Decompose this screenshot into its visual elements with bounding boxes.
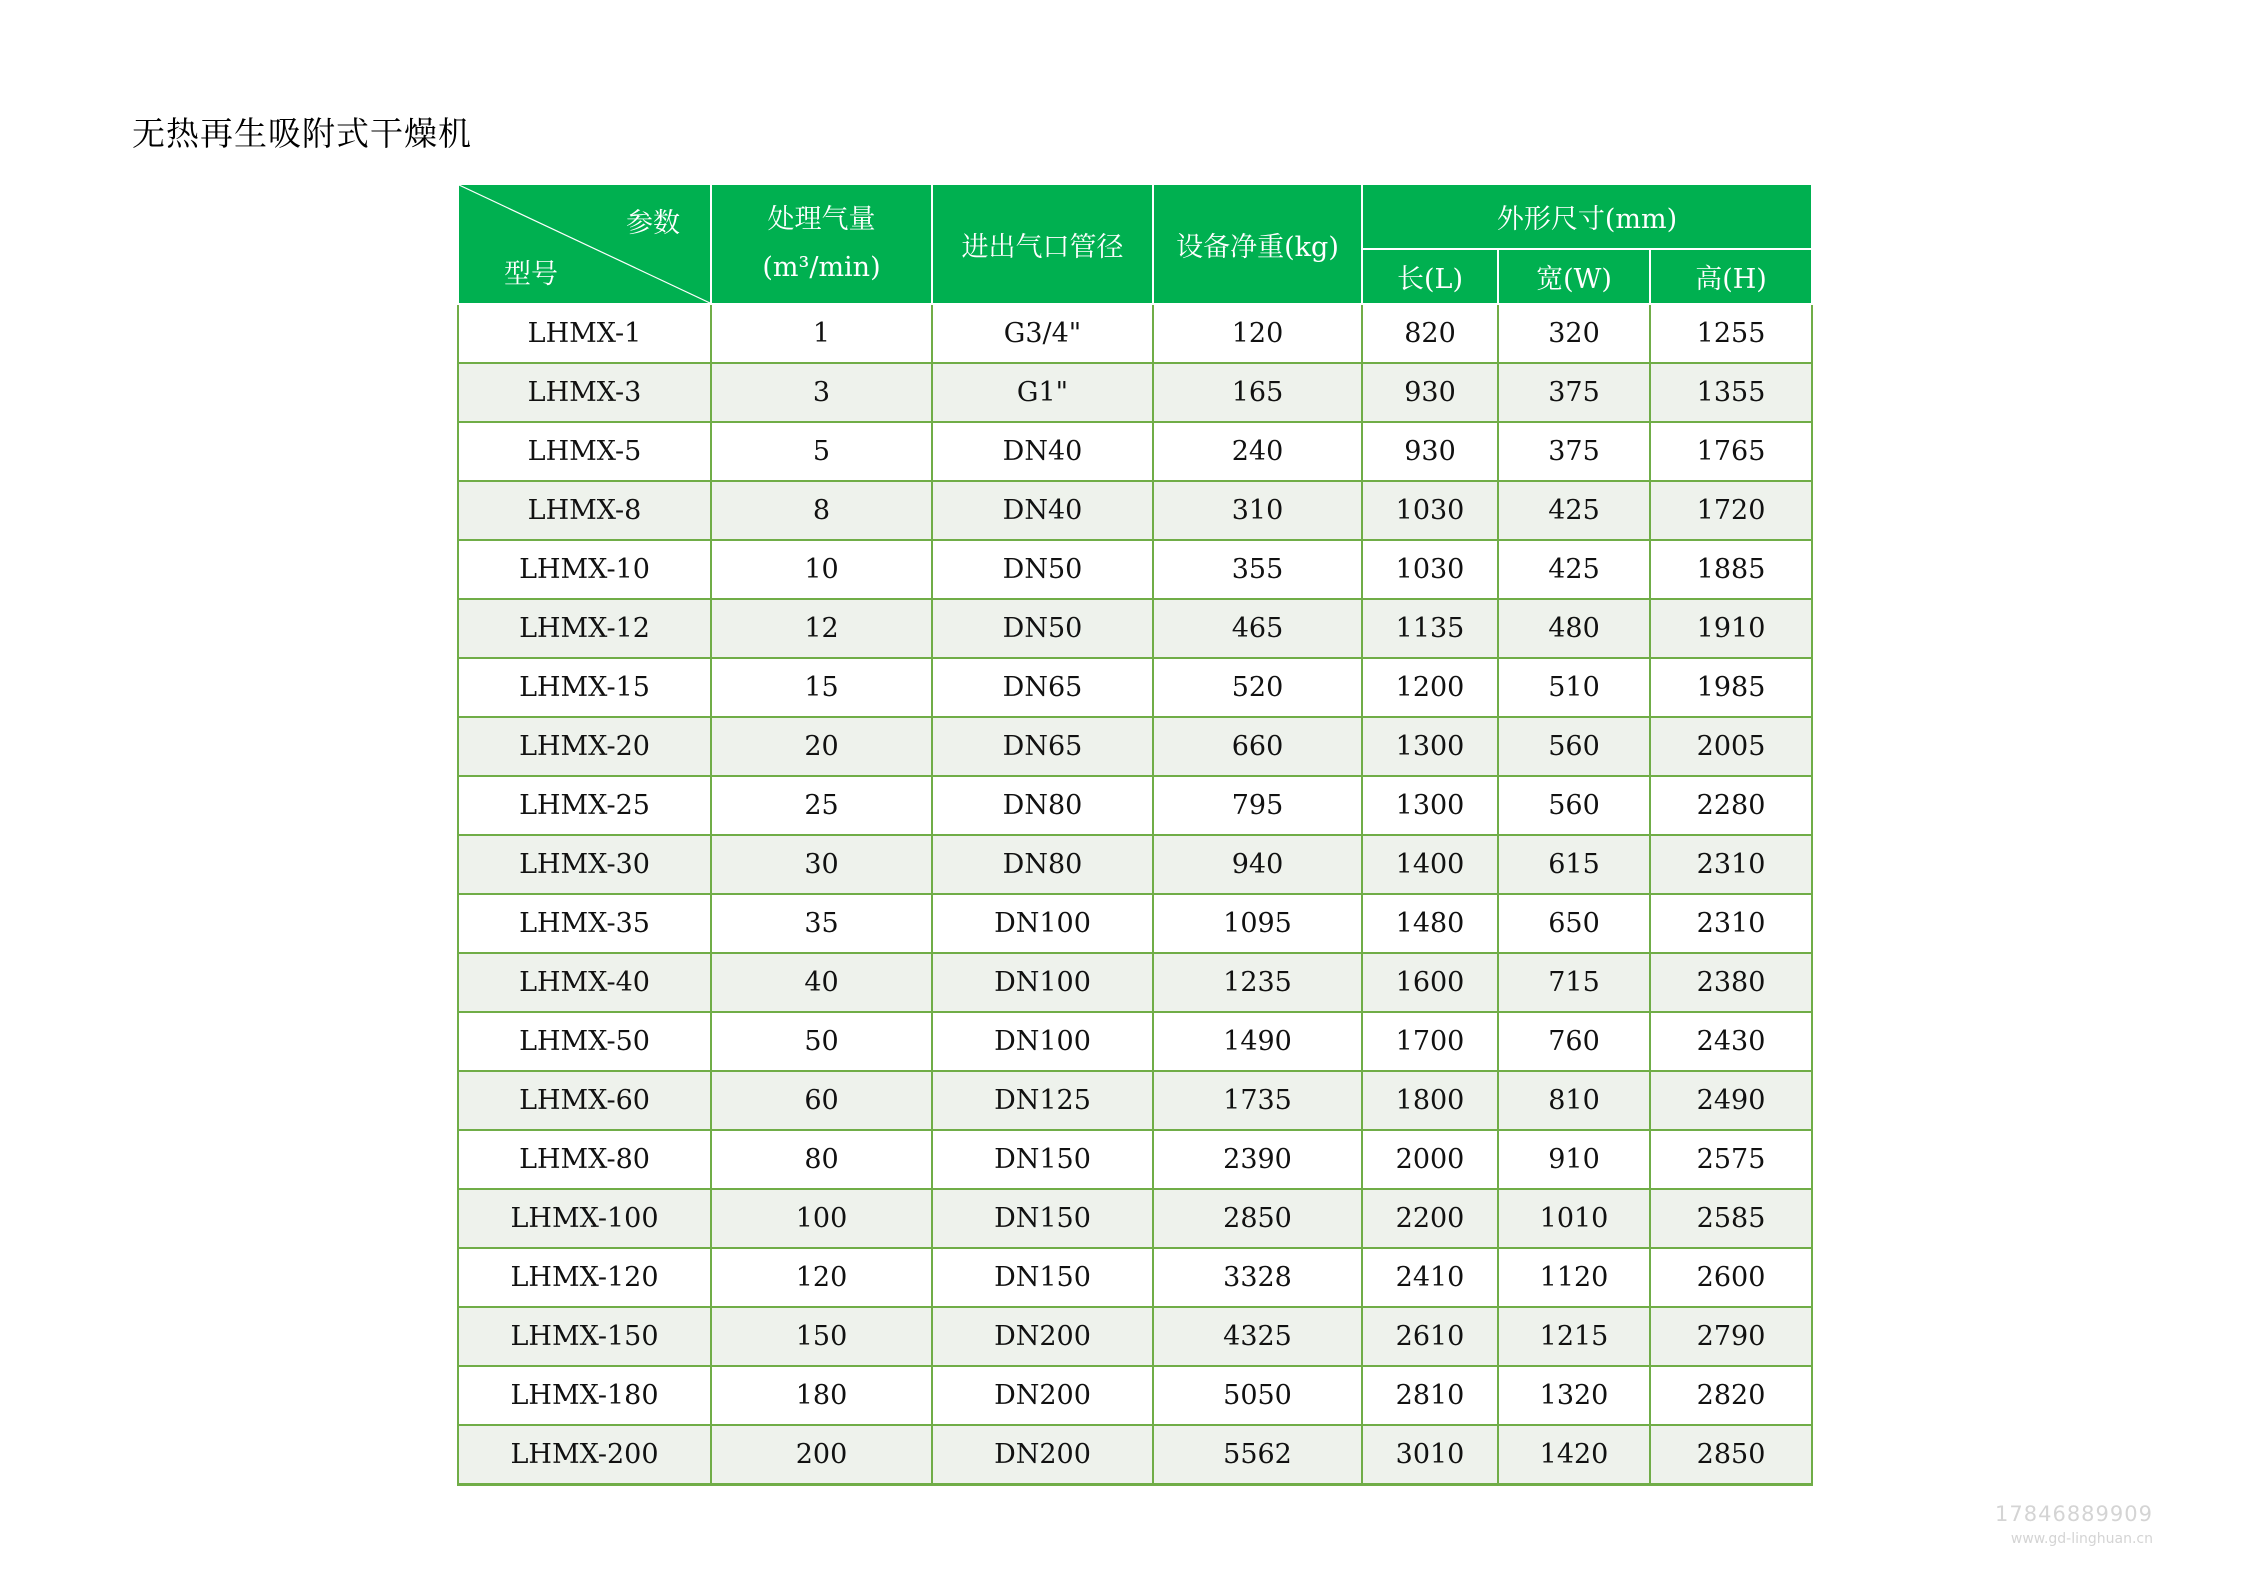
cell-length: 1300 <box>1362 776 1498 835</box>
header-flow-unit: (m³/min) <box>762 252 881 283</box>
cell-width: 1010 <box>1498 1189 1650 1248</box>
cell-pipe: DN65 <box>932 658 1153 717</box>
cell-weight: 355 <box>1153 540 1362 599</box>
table-row <box>458 304 1812 363</box>
cell-length: 2200 <box>1362 1189 1498 1248</box>
cell-flow: 30 <box>711 835 932 894</box>
cell-length: 2410 <box>1362 1248 1498 1307</box>
cell-flow: 50 <box>711 1012 932 1071</box>
cell-width: 810 <box>1498 1071 1650 1130</box>
cell-flow: 35 <box>711 894 932 953</box>
cell-weight: 120 <box>1153 304 1362 363</box>
cell-length: 2810 <box>1362 1366 1498 1425</box>
cell-pipe: DN50 <box>932 540 1153 599</box>
watermark <box>1995 1499 2153 1549</box>
cell-weight: 520 <box>1153 658 1362 717</box>
cell-length: 1030 <box>1362 481 1498 540</box>
header-flow <box>711 184 932 304</box>
header-weight: 设备净重(kg) <box>1153 184 1362 304</box>
cell-length: 1800 <box>1362 1071 1498 1130</box>
cell-length: 1700 <box>1362 1012 1498 1071</box>
cell-height: 1985 <box>1650 658 1812 717</box>
cell-height: 2575 <box>1650 1130 1812 1189</box>
cell-model: LHMX-200 <box>458 1425 711 1485</box>
table-row <box>458 776 1812 835</box>
cell-model: LHMX-8 <box>458 481 711 540</box>
header-pipe: 进出气口管径 <box>932 184 1153 304</box>
cell-model: LHMX-20 <box>458 717 711 776</box>
cell-weight: 310 <box>1153 481 1362 540</box>
cell-width: 1420 <box>1498 1425 1650 1485</box>
cell-height: 2310 <box>1650 894 1812 953</box>
cell-width: 510 <box>1498 658 1650 717</box>
cell-model: LHMX-25 <box>458 776 711 835</box>
cell-width: 910 <box>1498 1130 1650 1189</box>
cell-flow: 100 <box>711 1189 932 1248</box>
table-row <box>458 835 1812 894</box>
cell-flow: 40 <box>711 953 932 1012</box>
cell-height: 2790 <box>1650 1307 1812 1366</box>
table-row <box>458 540 1812 599</box>
cell-length: 2610 <box>1362 1307 1498 1366</box>
table-row <box>458 1012 1812 1071</box>
cell-flow: 120 <box>711 1248 932 1307</box>
cell-length: 1135 <box>1362 599 1498 658</box>
cell-weight: 2390 <box>1153 1130 1362 1189</box>
cell-height: 2310 <box>1650 835 1812 894</box>
header-length: 长(L) <box>1362 249 1498 304</box>
cell-length: 1200 <box>1362 658 1498 717</box>
watermark-phone: 17846889909 <box>1995 1502 2153 1526</box>
cell-pipe: DN125 <box>932 1071 1153 1130</box>
cell-weight: 1735 <box>1153 1071 1362 1130</box>
cell-flow: 10 <box>711 540 932 599</box>
cell-length: 1400 <box>1362 835 1498 894</box>
cell-height: 2490 <box>1650 1071 1812 1130</box>
cell-pipe: DN80 <box>932 835 1153 894</box>
table-row <box>458 1425 1812 1485</box>
cell-width: 425 <box>1498 481 1650 540</box>
cell-flow: 20 <box>711 717 932 776</box>
table-row <box>458 953 1812 1012</box>
header-dimensions: 外形尺寸(mm) <box>1362 184 1812 249</box>
param-label: 参数 <box>626 208 680 239</box>
cell-weight: 1095 <box>1153 894 1362 953</box>
cell-height: 2820 <box>1650 1366 1812 1425</box>
cell-flow: 12 <box>711 599 932 658</box>
header-flow-label: 处理气量 <box>767 204 876 235</box>
cell-weight: 1235 <box>1153 953 1362 1012</box>
cell-model: LHMX-80 <box>458 1130 711 1189</box>
cell-pipe: DN200 <box>932 1307 1153 1366</box>
cell-weight: 660 <box>1153 717 1362 776</box>
cell-height: 1255 <box>1650 304 1812 363</box>
cell-height: 2380 <box>1650 953 1812 1012</box>
cell-weight: 465 <box>1153 599 1362 658</box>
cell-model: LHMX-40 <box>458 953 711 1012</box>
cell-pipe: DN150 <box>932 1189 1153 1248</box>
cell-model: LHMX-1 <box>458 304 711 363</box>
table-row <box>458 894 1812 953</box>
cell-height: 2005 <box>1650 717 1812 776</box>
cell-flow: 8 <box>711 481 932 540</box>
table-row <box>458 1366 1812 1425</box>
cell-width: 560 <box>1498 776 1650 835</box>
cell-model: LHMX-12 <box>458 599 711 658</box>
cell-pipe: DN40 <box>932 422 1153 481</box>
cell-pipe: DN50 <box>932 599 1153 658</box>
cell-height: 2280 <box>1650 776 1812 835</box>
cell-pipe: DN80 <box>932 776 1153 835</box>
spec-table <box>457 183 1813 1486</box>
table-row <box>458 422 1812 481</box>
cell-model: LHMX-120 <box>458 1248 711 1307</box>
cell-length: 2000 <box>1362 1130 1498 1189</box>
cell-flow: 180 <box>711 1366 932 1425</box>
cell-pipe: DN65 <box>932 717 1153 776</box>
cell-flow: 25 <box>711 776 932 835</box>
cell-model: LHMX-10 <box>458 540 711 599</box>
watermark-url: www.gd-linghuan.cn <box>2010 1531 2153 1547</box>
cell-height: 1720 <box>1650 481 1812 540</box>
cell-pipe: DN200 <box>932 1366 1153 1425</box>
table-row <box>458 1071 1812 1130</box>
cell-width: 320 <box>1498 304 1650 363</box>
cell-height: 1885 <box>1650 540 1812 599</box>
cell-width: 480 <box>1498 599 1650 658</box>
cell-height: 2600 <box>1650 1248 1812 1307</box>
cell-pipe: G3/4" <box>932 304 1153 363</box>
cell-width: 715 <box>1498 953 1650 1012</box>
cell-pipe: DN100 <box>932 894 1153 953</box>
cell-width: 375 <box>1498 363 1650 422</box>
cell-flow: 80 <box>711 1130 932 1189</box>
cell-flow: 3 <box>711 363 932 422</box>
table-row <box>458 1189 1812 1248</box>
cell-model: LHMX-3 <box>458 363 711 422</box>
cell-length: 930 <box>1362 363 1498 422</box>
spec-table-header <box>458 184 1812 304</box>
cell-height: 2430 <box>1650 1012 1812 1071</box>
cell-pipe: DN100 <box>932 1012 1153 1071</box>
cell-pipe: G1" <box>932 363 1153 422</box>
cell-length: 1300 <box>1362 717 1498 776</box>
cell-weight: 165 <box>1153 363 1362 422</box>
cell-flow: 1 <box>711 304 932 363</box>
cell-pipe: DN40 <box>932 481 1153 540</box>
cell-flow: 200 <box>711 1425 932 1485</box>
cell-length: 1480 <box>1362 894 1498 953</box>
table-row <box>458 1307 1812 1366</box>
cell-width: 760 <box>1498 1012 1650 1071</box>
cell-weight: 240 <box>1153 422 1362 481</box>
cell-model: LHMX-30 <box>458 835 711 894</box>
cell-weight: 940 <box>1153 835 1362 894</box>
cell-weight: 5562 <box>1153 1425 1362 1485</box>
table-row <box>458 717 1812 776</box>
table-row <box>458 1130 1812 1189</box>
table-row <box>458 363 1812 422</box>
cell-length: 1030 <box>1362 540 1498 599</box>
cell-pipe: DN100 <box>932 953 1153 1012</box>
cell-height: 2850 <box>1650 1425 1812 1485</box>
header-height: 高(H) <box>1650 249 1812 304</box>
cell-flow: 150 <box>711 1307 932 1366</box>
cell-width: 1215 <box>1498 1307 1650 1366</box>
table-row <box>458 599 1812 658</box>
cell-model: LHMX-60 <box>458 1071 711 1130</box>
cell-length: 820 <box>1362 304 1498 363</box>
cell-width: 650 <box>1498 894 1650 953</box>
spec-table-body <box>458 304 1812 1485</box>
document-title: 无热再生吸附式干燥机 <box>132 114 472 153</box>
table-row <box>458 658 1812 717</box>
cell-height: 2585 <box>1650 1189 1812 1248</box>
cell-width: 615 <box>1498 835 1650 894</box>
cell-model: LHMX-180 <box>458 1366 711 1425</box>
cell-length: 1600 <box>1362 953 1498 1012</box>
table-row <box>458 481 1812 540</box>
table-row <box>458 1248 1812 1307</box>
cell-weight: 2850 <box>1153 1189 1362 1248</box>
cell-model: LHMX-5 <box>458 422 711 481</box>
cell-model: LHMX-100 <box>458 1189 711 1248</box>
cell-model: LHMX-35 <box>458 894 711 953</box>
cell-pipe: DN150 <box>932 1248 1153 1307</box>
cell-weight: 5050 <box>1153 1366 1362 1425</box>
cell-height: 1355 <box>1650 363 1812 422</box>
cell-height: 1765 <box>1650 422 1812 481</box>
cell-flow: 5 <box>711 422 932 481</box>
cell-width: 425 <box>1498 540 1650 599</box>
cell-weight: 4325 <box>1153 1307 1362 1366</box>
cell-flow: 15 <box>711 658 932 717</box>
cell-width: 375 <box>1498 422 1650 481</box>
cell-width: 1320 <box>1498 1366 1650 1425</box>
cell-pipe: DN150 <box>932 1130 1153 1189</box>
cell-model: LHMX-15 <box>458 658 711 717</box>
cell-weight: 795 <box>1153 776 1362 835</box>
model-label: 型号 <box>504 259 558 290</box>
cell-pipe: DN200 <box>932 1425 1153 1485</box>
cell-width: 1120 <box>1498 1248 1650 1307</box>
cell-height: 1910 <box>1650 599 1812 658</box>
cell-length: 930 <box>1362 422 1498 481</box>
cell-model: LHMX-50 <box>458 1012 711 1071</box>
cell-flow: 60 <box>711 1071 932 1130</box>
cell-model: LHMX-150 <box>458 1307 711 1366</box>
cell-weight: 1490 <box>1153 1012 1362 1071</box>
header-width: 宽(W) <box>1498 249 1650 304</box>
cell-length: 3010 <box>1362 1425 1498 1485</box>
cell-width: 560 <box>1498 717 1650 776</box>
cell-weight: 3328 <box>1153 1248 1362 1307</box>
diagonal-header-cell <box>458 184 711 304</box>
